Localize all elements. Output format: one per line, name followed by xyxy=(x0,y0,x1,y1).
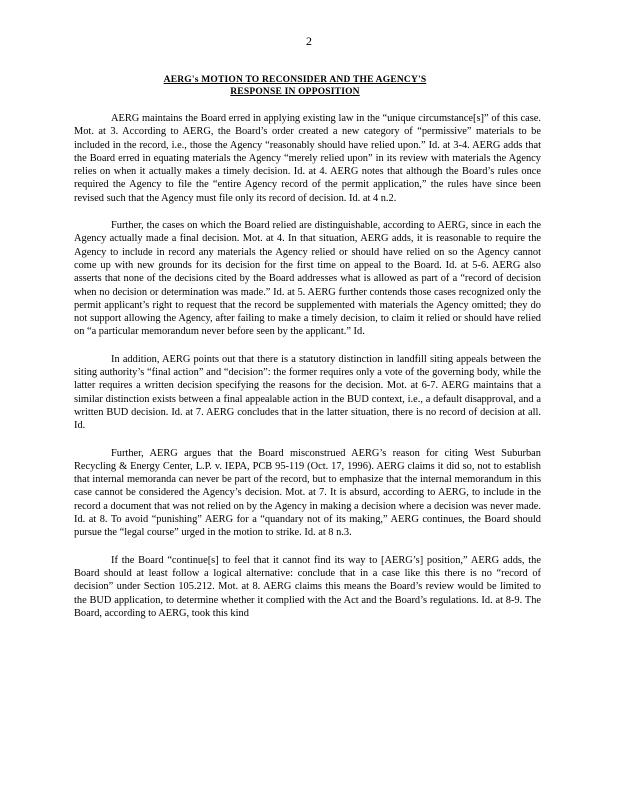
section-heading xyxy=(140,74,450,98)
paragraph-2: Further, the cases on which the Board relied are distinguishable, according to AERG, since in each the Agency actually made a final decision. Mot. at 4. In that situation, AERG adds, it is reasonable to require the Agency to include in record any materials the Agency relied or should have relied on so the Agency cannot come up with new grounds for its decision for the first time on appeal to the Board. Id. at 5-6. AERG also asserts that none of the decisions cited by the Board addresses what is allowed as part of a “record of decision when no decision or determination was made.” Id. at 5. AERG further contends those cases recognized only the permit applicant’s right to request that the record be supplemented with materials the Agency omitted; they do not support allowing the Agency, after failing to make a timely decision, to claim it relied or should have relied on “a particular memorandum never before seen by the applicant.” Id. xyxy=(74,220,541,338)
paragraph-4: Further, AERG argues that the Board misconstrued AERG’s reason for citing West Suburban Recycling & Energy Center, L.P. v. IEPA, PCB 95-119 (Oct. 17, 1996). AERG claims it did so, not to establish that internal memoranda can never be part of the record, but to emphasize that the internal memorandum in this case cannot be considered the Agency’s decision. Mot. at 7. It is absurd, according to AERG, to include in the record a document that was not relied on by the Agency in making a decision where a decision was never made. Id. at 8. To avoid “punishing” AERG for a “quandary not of its making,” AERG continues, the Board should pursue the “legal course” urged in the motion to strike. Id. at 8 n.3. xyxy=(74,447,541,539)
paragraph-1: AERG maintains the Board erred in applying existing law in the “unique circumstance[s]” of this case. Mot. at 3. According to AERG, the Board’s order created a new category of “permissive” materials to be included in the record, i.e., those the Agency “reasonably should have relied upon.” Id. at 3-4. AERG adds that the Board erred in equating materials the Agency “merely relied upon” in its review with materials the Agency relies on when it actually makes a timely decision. Id. at 4. AERG notes that although the Board’s rules once required the Agency to file the “entire Agency record of the permit application,” the rules have since been revised such that the Agency must file only its record of decision. Id. at 4 n.2. xyxy=(74,113,541,204)
paragraph-5: If the Board “continue[s] to feel that it cannot find its way to [AERG’s] position,” AERG adds, the Board should at least follow a logical alternative: conclude that in a case like this there is no “record of decision” under Section 105.212. Mot. at 8. AERG claims this means the Board’s review would be limited to the BUD application, to determine whether it complied with the Act and the Board’s regulations. Id. at 8-9. The Board, according to AERG, took this kind xyxy=(74,554,541,619)
section-heading-line-1: AERG's MOTION TO RECONSIDER AND THE AGENCY'S xyxy=(163,75,427,85)
paragraph-3: In addition, AERG points out that there is a statutory distinction in landfill siting appeals between the siting authority’s “final action” and “decision”: the former requires only a vote of the governing body, while the latter requires a written decision specifying the reasons for the decision. Mot. at 6-7. AERG maintains that a similar distinction exists between a final appealable action in the BUD context, i.e., a default disapproval, and a written BUD decision. Id. at 7. AERG concludes that in the latter situation, there is no record of decision at all. Id. xyxy=(74,353,541,432)
document-body xyxy=(74,112,541,634)
section-heading-line-2: RESPONSE IN OPPOSITION xyxy=(230,87,360,97)
page-number: 2 xyxy=(306,34,312,48)
